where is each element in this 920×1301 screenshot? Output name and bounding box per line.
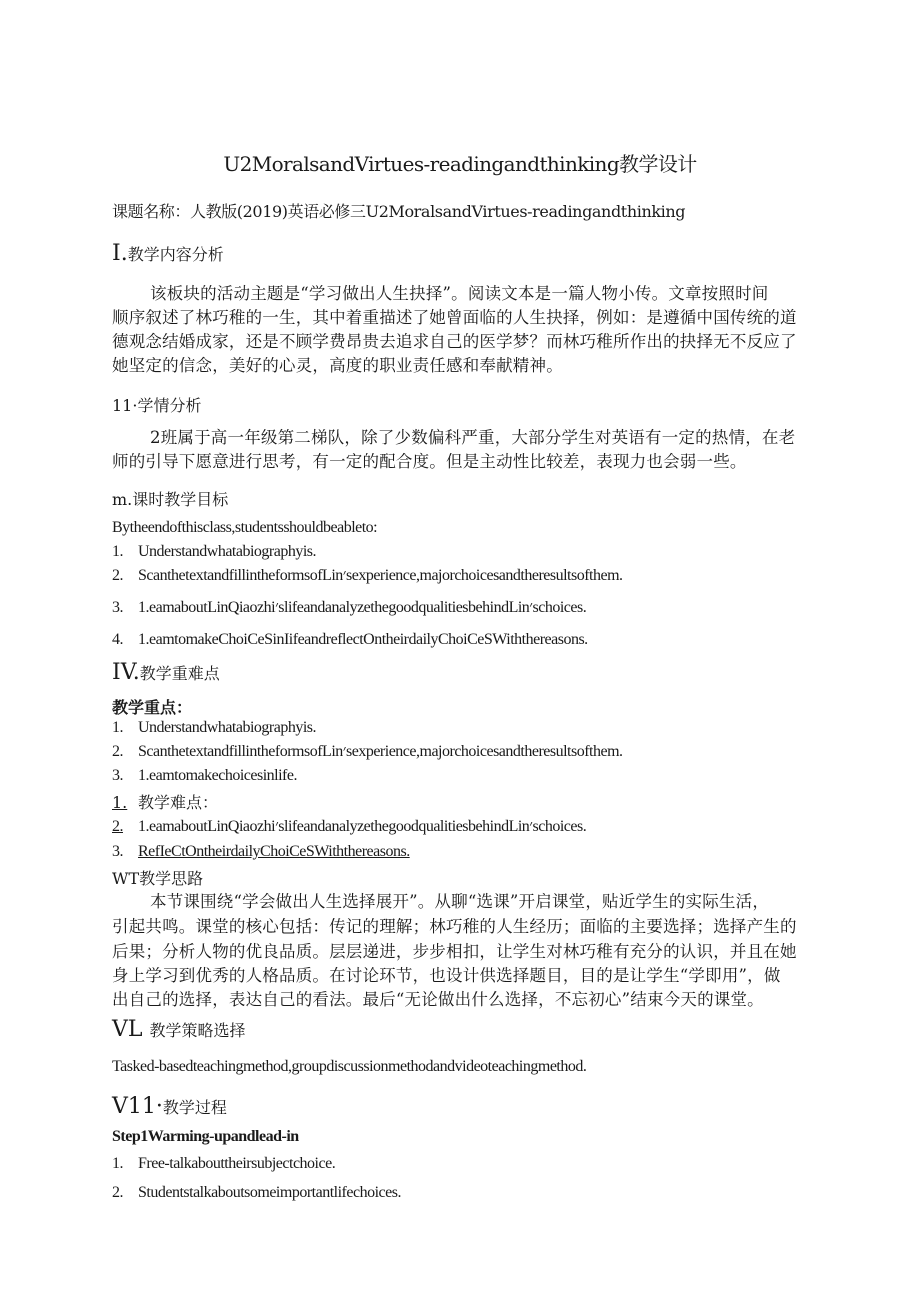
key-point-number: 2. — [112, 743, 123, 760]
section4-heading — [112, 660, 220, 685]
course-name: 课题名称：人教版(2019)英语必修三U2MoralsandVirtues-readingandthinking — [112, 202, 686, 221]
section1-heading — [112, 241, 224, 266]
objective-text: Understandwhatabiographyis. — [138, 543, 317, 560]
section7-numeral: V11· — [112, 1094, 163, 1119]
process-number: 2. — [112, 1184, 123, 1201]
section5-heading: WT教学思路 — [112, 869, 204, 888]
difficult-point-text: 1.eamaboutLinQiaozhi׳slifeandanalyzethegoodqualitiesbehindLin׳schoices. — [138, 818, 587, 835]
difficult-point-number: 3. — [112, 843, 123, 860]
key-point-item — [112, 767, 297, 785]
difficult-point-item — [112, 843, 410, 861]
key-point-text: 1.eamtomakechoicesinlife. — [138, 767, 297, 784]
section6-heading — [112, 1017, 246, 1042]
section1-line-4: 她坚定的信念，美好的心灵，高度的职业责任感和奉献精神。 — [112, 356, 563, 375]
section2-line-1: 2班属于高一年级第二梯队，除了少数偏科严重，大部分学生对英语有一定的热情，在老 — [150, 428, 796, 447]
objective-text: ScanthetextandfillintheformsofLin׳sexperience,majorchoicesandtheresultsofthem. — [138, 567, 623, 584]
process-number: 1. — [112, 1155, 123, 1172]
document-title: U2MoralsandVirtues-readingandthinking教学设计 — [223, 152, 697, 176]
section1-line-3: 德观念结婚成家，还是不顾学费昂贵去追求自己的医学梦？而林巧稚所作出的抉择无不反应了 — [112, 332, 797, 351]
section3-heading: m.课时教学目标 — [112, 490, 229, 509]
section5-line-4: 身上学习到优秀的人格品质。在讨论环节，也设计供选择题目，目的是让学生“学即用”，做 — [112, 966, 781, 985]
section6-numeral: VL — [112, 1017, 143, 1042]
section4-numeral: IV. — [112, 660, 140, 685]
process-text: Studentstalkaboutsomeimportantlifechoices. — [138, 1184, 401, 1201]
objective-item — [112, 599, 586, 617]
section4-title: 教学重难点 — [139, 664, 220, 683]
objective-item — [112, 543, 316, 561]
key-point-item — [112, 743, 623, 761]
section5-line-2: 引起共鸣。课堂的核心包括：传记的理解；林巧稚的人生经历；面临的主要选择；选择产生的 — [112, 917, 797, 936]
objective-number: 1. — [112, 543, 123, 560]
section5-line-5: 出自己的选择，表达自己的看法。最后“无论做出什么选择，不忘初心”结束今天的课堂。 — [112, 990, 764, 1009]
difficult-label-number: 1. — [112, 793, 128, 812]
section7-heading — [112, 1094, 227, 1119]
objective-number: 2. — [112, 567, 123, 584]
difficult-point-number: 2. — [112, 818, 123, 835]
objective-text: 1.eamtomakeChoiCeSinIifeandreflectOntheirdailyChoiCeSWiththereasons. — [138, 631, 588, 648]
section7-title: 教学过程 — [162, 1098, 227, 1117]
section5-line-3: 后果；分析人物的优良品质。层层递进，步步相扣，让学生对林巧稚有充分的认识，并且在她 — [112, 942, 797, 961]
difficult-points-label — [112, 790, 218, 813]
objective-number: 3. — [112, 599, 123, 616]
key-points-label: 教学重点： — [112, 698, 193, 717]
difficult-point-item — [112, 818, 586, 836]
process-item — [112, 1184, 401, 1202]
difficult-label-text: 教学难点： — [138, 793, 219, 812]
key-point-number: 1. — [112, 719, 123, 736]
step1-title: Step1Warming-upandlead-in — [112, 1128, 299, 1145]
section1-title: 教学内容分析 — [127, 245, 224, 264]
section2-heading: 11·学情分析 — [112, 396, 202, 415]
objectives-intro: Bytheendofthisclass,studentsshouldbeableto: — [112, 519, 378, 536]
section6-title: 教学策略选择 — [149, 1021, 246, 1040]
process-item — [112, 1155, 335, 1173]
objective-text: 1.eamaboutLinQiaozhi׳slifeandanalyzethegoodqualitiesbehindLin׳schoices. — [138, 599, 587, 616]
section1-line-1: 该板块的活动主题是“学习做出人生抉择”。阅读文本是一篇人物小传。文章按照时间 — [150, 284, 769, 303]
process-text: Free-talkabouttheirsubjectchoice. — [138, 1155, 336, 1172]
strategy-text: Tasked-basedteachingmethod,groupdiscussionmethodandvideoteachingmethod. — [112, 1058, 587, 1075]
section2-line-2: 师的引导下愿意进行思考，有一定的配合度。但是主动性比较差，表现力也会弱一些。 — [112, 452, 747, 471]
key-point-item — [112, 719, 316, 737]
objective-number: 4. — [112, 631, 123, 648]
section1-line-2: 顺序叙述了林巧稚的一生，其中着重描述了她曾面临的人生抉择，例如：是遵循中国传统的道 — [112, 308, 797, 327]
section1-numeral: I. — [112, 241, 128, 266]
difficult-point-text: RefIeCtOntheirdailyChoiCeSWiththereasons. — [138, 843, 410, 860]
objective-item — [112, 567, 623, 585]
key-point-number: 3. — [112, 767, 123, 784]
key-point-text: ScanthetextandfillintheformsofLin׳sexperience,majorchoicesandtheresultsofthem. — [138, 743, 623, 760]
section5-line-1: 本节课围绕“学会做出人生选择展开”。从聊“选课”开启课堂，贴近学生的实际生活， — [150, 892, 770, 911]
objective-item — [112, 631, 588, 649]
key-point-text: Understandwhatabiographyis. — [138, 719, 317, 736]
